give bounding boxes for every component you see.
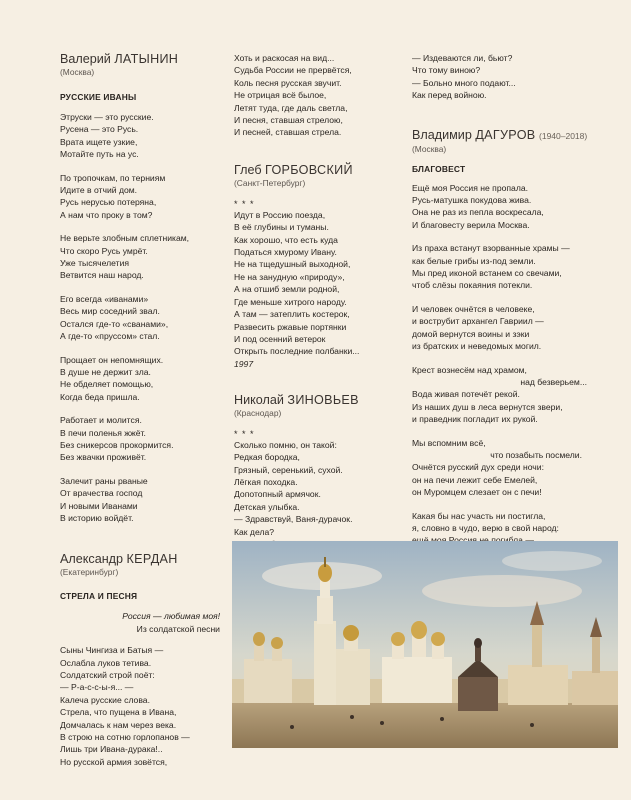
poem-line: домой вернутся воины и зэки <box>412 328 530 339</box>
poem-line: Русь-матушка покудова жива. <box>412 195 532 206</box>
poem-line: Летят туда, где даль светла, <box>234 102 348 113</box>
poem-line: Без сникерсов прокормится. <box>60 439 174 450</box>
poem-title-russkie-ivany: РУССКИЕ ИВАНЫ <box>60 92 137 102</box>
poem-line: что позабыть посмели. <box>490 449 582 460</box>
poem-line: — Издеваются ли, бьют? <box>412 53 513 63</box>
author-city: (Санкт-Петербург) <box>234 177 306 188</box>
poem-line: Прощает он непомнящих. <box>60 354 164 365</box>
poem-line: Где меньше хитрого народу. <box>234 296 347 307</box>
poem-line: Солдатский строй поёт: <box>60 670 155 680</box>
poem-title-strela-i-pesnya: СТРЕЛА И ПЕСНЯ <box>60 591 138 602</box>
poem-line: Его всегда «иванами» <box>60 293 149 304</box>
poem-line: — Здравствуй, Ваня-дурачок. <box>234 514 353 525</box>
author-kerdan: Александр КЕРДАН <box>60 552 178 567</box>
poem-line: — Больно много подают... <box>412 77 516 88</box>
poem-line: Лишь три Ивана-дурака!.. <box>60 744 163 755</box>
poem-line: По тропочкам, по терниям <box>60 172 166 183</box>
poem-line: Работает и молится. <box>60 415 142 426</box>
poem-line: Без жвачки проживёт. <box>60 452 147 463</box>
kremlin-painting <box>232 541 618 748</box>
poem-line: В душе не держит зла. <box>60 366 151 377</box>
poem-line: Как дела? <box>234 526 275 537</box>
poem-stars-divider: * * * <box>234 198 255 209</box>
poem-line: Не отрицая всё былое, <box>234 90 327 101</box>
poem-line: Из наших душ в леса вернутся звери, <box>412 401 563 412</box>
poem-line: — Р-а-с-с-ы-я... — <box>60 682 134 693</box>
poem-line: Но русской армия зовётся, <box>60 756 168 767</box>
poem-line: Очнётся русский дух среди ночи: <box>412 462 544 473</box>
poem-line: Хоть и раскосая на вид... <box>234 53 335 63</box>
epigraph-line: Россия — любимая моя! <box>122 611 220 622</box>
poem-line: Мы вспомним всё, <box>412 437 486 448</box>
poem-line: В печи поленья жжёт. <box>60 427 146 438</box>
poem-line: Домчалась к нам через века. <box>60 719 177 730</box>
poem-date: 1997 <box>234 358 254 369</box>
poem-line: из братских и неведомых могил. <box>412 341 542 352</box>
poem-line: Не верьте злобным сплетникам, <box>60 233 190 244</box>
poem-line: чтоб слёзы покаяния потекли. <box>412 280 533 291</box>
poem-line: Что тому виною? <box>412 65 481 76</box>
poem-line: В её глубины и туманы. <box>234 222 329 233</box>
poem-title-blagovest: БЛАГОВЕСТ <box>412 163 466 174</box>
painting-illustration <box>232 541 618 748</box>
poem-line: я, словно в чудо, верю в свой народ: <box>412 522 559 533</box>
poem-line: И благовесту верила Москва. <box>412 219 530 230</box>
poem-line: Что скоро Русь умрёт. <box>60 245 148 256</box>
poem-line: Сколько помню, он такой: <box>234 439 337 450</box>
poem-line: и праведник погладит их рукой. <box>412 414 538 425</box>
poem-line: Русена — это Русь. <box>60 124 139 135</box>
epigraph-source: Из солдатской песни <box>136 623 220 634</box>
poem-line: Грязный, серенький, сухой. <box>234 464 343 475</box>
poem-line: Какая бы нас участь ни постигла, <box>412 510 546 521</box>
poem-line: Мотайте путь на ус. <box>60 149 139 160</box>
poem-line: От врачества господ <box>60 488 143 499</box>
author-city: (Москва) <box>60 67 95 77</box>
poem-line: В историю войдёт. <box>60 512 134 523</box>
poem-line: Как хорошо, что есть куда <box>234 234 338 245</box>
poem-line: Идите в отчий дом. <box>60 185 138 196</box>
poem-line: Когда беда пришла. <box>60 391 140 402</box>
poem-line: Как перед войною. <box>412 90 487 101</box>
poem-line: Врата ищете узкие, <box>60 136 138 147</box>
poem-line: Не на тщедушный выходной, <box>234 259 351 270</box>
poem-line: Идут в Россию поезда, <box>234 209 326 220</box>
author-city: (Краснодар) <box>234 407 282 418</box>
poem-line: И человек очнётся в человеке, <box>412 303 535 314</box>
poem-line: Этруски — это русские. <box>60 112 154 122</box>
poem-line: Открыть последние полбанки... <box>234 346 360 357</box>
poem-line: Ещё моя Россия не пропала. <box>412 182 529 193</box>
poem-line: Лёгкая походка. <box>234 476 298 487</box>
author-dagurov: Владимир ДАГУРОВ (1940–2018) <box>412 127 588 142</box>
poem-line: Судьба России не прервётся, <box>234 65 352 76</box>
column-left <box>60 52 220 768</box>
poem-line: Ослабла луков тетива. <box>60 657 152 668</box>
poem-line: Редкая бородка, <box>234 452 300 463</box>
poem-line: И песней, ставшая стрела. <box>234 127 342 138</box>
poem-line: А где-то «пруссом» стал. <box>60 331 160 342</box>
poem-line: он на печи лежит себе Емелей, <box>412 474 538 485</box>
poem-line: Залечит раны рваные <box>60 475 148 486</box>
poem-line: Калеча русские слова. <box>60 694 150 705</box>
column-middle <box>234 52 410 550</box>
poem-line: Русь нерусью потеряна, <box>60 197 157 208</box>
poem-line: Она не раз из пепла воскресала, <box>412 207 544 218</box>
author-latynin: Валерий ЛАТЫНИН <box>60 52 179 66</box>
poem-line: Весь мир соседний звал. <box>60 306 160 317</box>
poem-line: Вода живая потечёт рекой. <box>412 389 520 400</box>
poem-line: Коль песня русская звучит. <box>234 77 342 88</box>
author-city: (Москва) <box>412 143 447 154</box>
poem-line: Не обделяет помощью, <box>60 379 154 390</box>
poem-line: Уже тысячелетия <box>60 258 130 269</box>
poem-line: И песня, ставшая стрелою, <box>234 115 343 126</box>
poem-line: И новыми Иванами <box>60 500 138 511</box>
poem-line: Податься хмурому Ивану. <box>234 247 337 258</box>
poem-line: Развесить ржавые портянки <box>234 321 347 332</box>
poem-line: В строю на сотню горлопанов — <box>60 732 190 743</box>
poem-line: Стрела, что пущена в Ивана, <box>60 707 177 718</box>
poem-line: Допотопный армячок. <box>234 489 321 500</box>
poem-line: Из праха встанут взорванные храмы — <box>412 243 570 254</box>
poem-line: Ветвится наш народ. <box>60 270 144 281</box>
poem-stars-divider: * * * <box>234 428 255 439</box>
poem-line: А там — затеплить костерок, <box>234 309 350 320</box>
poem-line: он Муромцем слезает он с печи! <box>412 487 542 498</box>
poem-line: А нам что проку в том? <box>60 209 153 220</box>
poem-line: И под осенний ветерок <box>234 333 326 344</box>
poem-line: как белые грибы из-под земли. <box>412 255 536 266</box>
poem-line: Мы пред иконой встанем со свечами, <box>412 268 562 279</box>
poem-line: Детская улыбка. <box>234 501 300 512</box>
column-right <box>412 52 627 559</box>
poem-line: Остался где-то «сванами», <box>60 318 169 329</box>
author-city: (Екатеринбург) <box>60 567 119 578</box>
poem-line: Крест вознесём над храмом, <box>412 364 527 375</box>
author-zinoviev: Николай ЗИНОВЬЕВ <box>234 392 359 407</box>
poem-line: и вострубит архангел Гавриил — <box>412 316 544 327</box>
poem-line: над безверьем... <box>520 376 587 387</box>
poem-line: Сыны Чингиза и Батыя — <box>60 645 164 656</box>
poem-line: Не на занудную «природу», <box>234 271 345 282</box>
poem-line: А на отшиб земли родной, <box>234 284 340 295</box>
author-gorbovsky: Глеб ГОРБОВСКИЙ <box>234 162 353 177</box>
